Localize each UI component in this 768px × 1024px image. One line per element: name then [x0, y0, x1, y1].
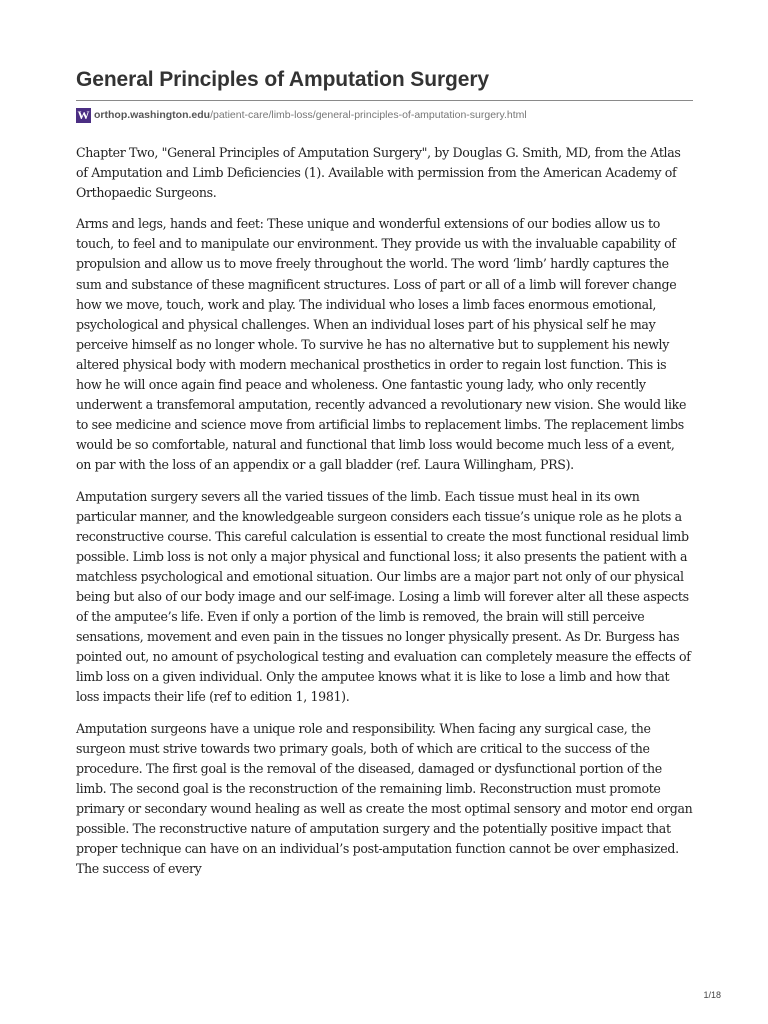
- paragraph-amputation-surgery: Amputation surgery severs all the varied tissues of the limb. Each tissue must heal in its own particular manner, and the knowledgeable surgeon considers each tissue’s unique role as he plots a reconstructive course. This careful calculation is essential to create the most functional residual limb possible. Limb loss is not only a major physical and functional loss; it also presents the patient with a matchless psychological and emotional situation. Our limbs are a major part not only of our physical being but also of our body image and our self-image. Losing a limb will forever alter all these aspects of the amputee’s life. Even if only a portion of the limb is removed, the brain will still perceive sensations, movement and even pain in the tissues no longer physically present. As Dr. Burgess has pointed out, no amount of psychological testing and evaluation can completely measure the effects of limb loss on a given individual. Only the amputee knows what it is like to lose a limb and how that loss impacts their life (ref to edition 1, 1981).: [76, 488, 691, 705]
- document-page: [76, 64, 693, 890]
- page-number: 1/18: [703, 990, 721, 1000]
- title-divider: [76, 100, 693, 101]
- source-path[interactable]: /patient-care/limb-loss/general-principles-of-amputation-surgery.html: [210, 109, 527, 121]
- source-domain[interactable]: orthop.washington.edu: [94, 109, 211, 121]
- washington-logo-icon: W: [77, 107, 90, 122]
- source-line: [76, 106, 693, 124]
- paragraph-intro: Chapter Two, "General Principles of Amputation Surgery", by Douglas G. Smith, MD, from the Atlas of Amputation and Limb Deficiencies (1). Available with permission from the American Academy of Orthopaedic Surgeons.: [76, 145, 681, 201]
- article-body: [76, 143, 693, 879]
- paragraph-limbs: Arms and legs, hands and feet: These unique and wonderful extensions of our bodies allow us to touch, to feel and to manipulate our environment. They provide us with the invaluable capability of propulsion and allow us to move freely throughout the world. The word ‘limb’ hardly captures the sum and substance of these magnificent structures. Loss of part or all of a limb will forever change how we move, touch, work and play. The individual who loses a limb faces enormous emotional, psychological and physical challenges. When an individual loses part of his physical self he may perceive himself as no longer whole. To survive he has no alternative but to supplement his newly altered physical body with modern mechanical prosthetics in order to regain lost function. This is how he will once again find peace and wholeness. One fantastic young lady, who only recently underwent a transfemoral amputation, recently advanced a revolutionary new vision. She would like to see medicine and science move from artificial limbs to replacement limbs. The replacement limbs would be so comfortable, natural and functional that limb loss would become much less of a event, on par with the loss of an appendix or a gall bladder (ref. Laura Willingham, PRS).: [76, 216, 687, 473]
- page-title: General Principles of Amputation Surgery: [76, 68, 489, 91]
- paragraph-surgeon-role: Amputation surgeons have a unique role and responsibility. When facing any surgical case, the surgeon must strive towards two primary goals, both of which are critical to the success of the procedure. The first goal is the removal of the diseased, damaged or dysfunctional portion of the limb. The second goal is the reconstruction of the remaining limb. Reconstruction must promote primary or secondary wound healing as well as create the most optimal sensory and motor end organ possible. The reconstructive nature of amputation surgery and the potentially positive impact that proper technique can have on an individual’s post-amputation function cannot be over emphasized. The success of every: [76, 720, 693, 877]
